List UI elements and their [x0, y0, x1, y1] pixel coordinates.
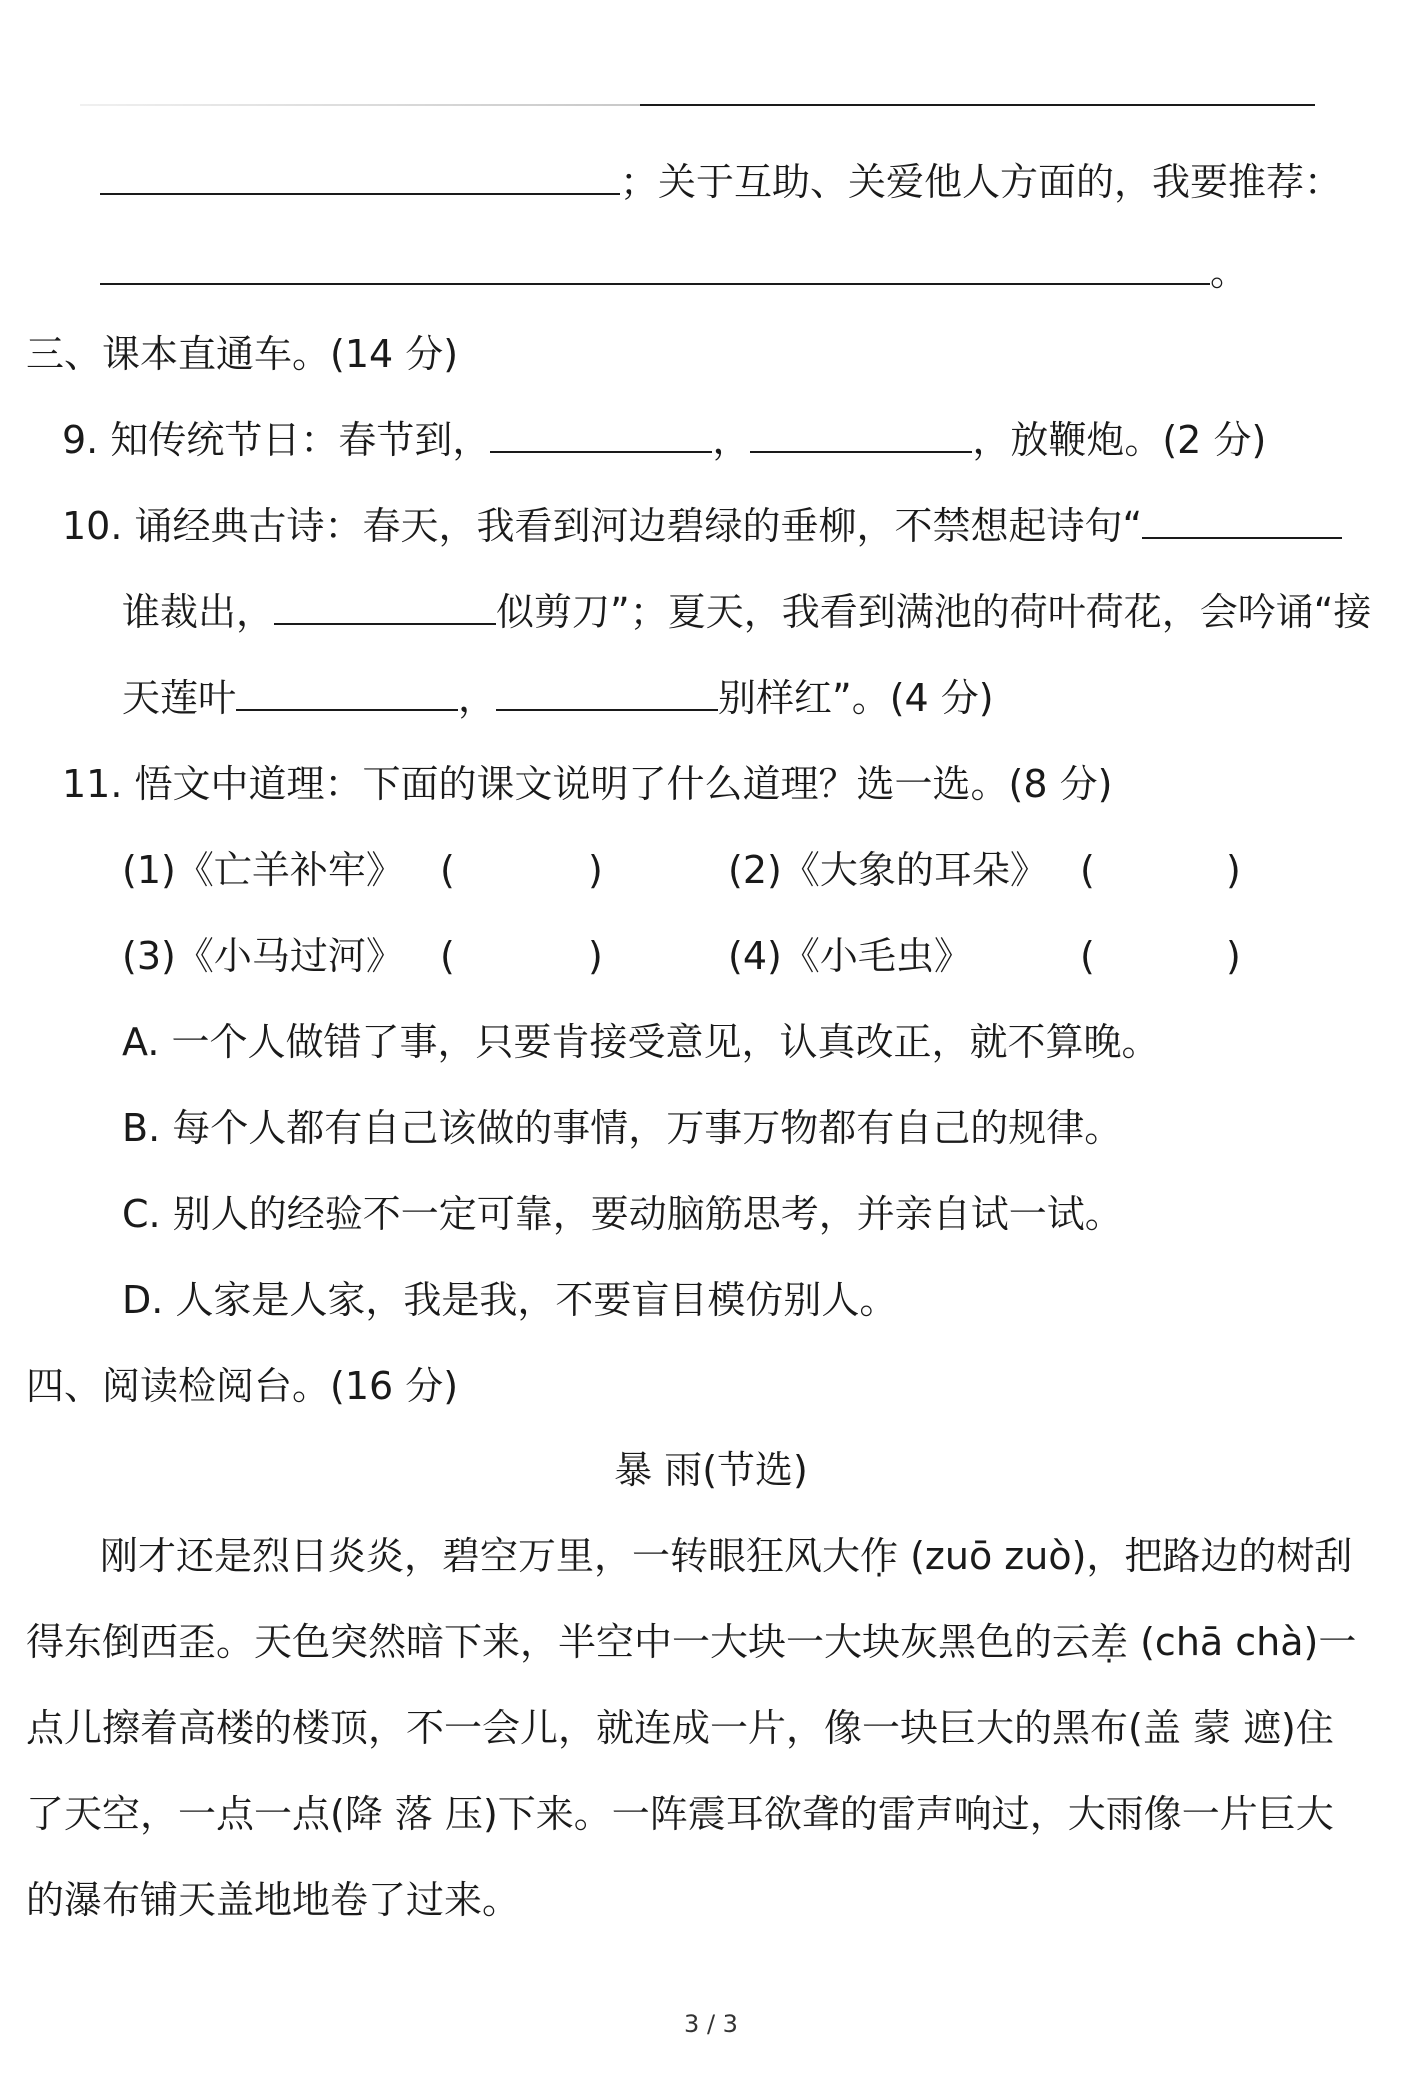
- answer-blank[interactable]: [750, 417, 972, 453]
- answer-line-top-right: [640, 104, 1315, 106]
- answer-blank[interactable]: [1142, 503, 1342, 539]
- answer-paren-3-close: ): [588, 934, 603, 978]
- q11-item-2: (2)《大象的耳朵》: [728, 848, 1048, 892]
- answer-paren-1-close: ): [588, 848, 603, 892]
- q11-option-b: B. 每个人都有自己该做的事情，万事万物都有自己的规律。: [122, 1106, 1123, 1150]
- q11-item-3: (3)《小马过河》: [122, 934, 404, 978]
- answer-blank[interactable]: [100, 159, 620, 195]
- q11-item-1: (1)《亡羊补牢》: [122, 848, 404, 892]
- answer-paren-1[interactable]: (: [440, 848, 455, 892]
- q11-option-c: C. 别人的经验不一定可靠，要动脑筋思考，并亲自试一试。: [122, 1192, 1123, 1236]
- answer-paren-3[interactable]: (: [440, 934, 455, 978]
- q9: 9. 知传统节日：春节到， ， ，放鞭炮。(2 分): [62, 418, 1267, 462]
- q10-line-2: 谁裁出， 似剪刀”；夏天，我看到满池的荷叶荷花，会吟诵“接: [122, 590, 1372, 634]
- q11-option-d: D. 人家是人家，我是我，不要盲目模仿别人。: [122, 1278, 898, 1322]
- answer-blank[interactable]: [274, 589, 496, 625]
- passage-line-2: 得东倒西歪。天色突然暗下来，半空中一大块一大块灰黑色的云差 (chā chà)一: [26, 1620, 1357, 1664]
- passage-title: 暴 雨(节选): [614, 1448, 808, 1492]
- q11-label: 11. 悟文中道理：下面的课文说明了什么道理？选一选。(8 分): [62, 762, 1113, 806]
- emphasis-char: 差: [1090, 1620, 1129, 1664]
- q10-line-3: 天莲叶 ， 别样红”。(4 分): [122, 676, 994, 720]
- section3-heading: 三、课本直通车。(14 分): [26, 332, 459, 376]
- continuation-line-2: 。: [100, 248, 1248, 296]
- answer-blank[interactable]: [490, 417, 712, 453]
- passage-line-1: 刚才还是烈日炎炎，碧空万里，一转眼狂风大作 (zuō zuò)，把路边的树刮: [100, 1534, 1353, 1578]
- emphasis-char: 作: [860, 1534, 899, 1578]
- answer-paren-2-close: ): [1226, 848, 1241, 892]
- page-number: 3 / 3: [684, 2010, 738, 2038]
- answer-paren-4[interactable]: (: [1080, 934, 1095, 978]
- q11-option-a: A. 一个人做错了事，只要肯接受意见，认真改正，就不算晚。: [122, 1020, 1160, 1064]
- passage-line-3: 点儿擦着高楼的楼顶，不一会儿，就连成一片，像一块巨大的黑布(盖 蒙 遮)住: [26, 1706, 1334, 1750]
- passage-line-4: 了天空，一点一点(降 落 压)下来。一阵震耳欲聋的雷声响过，大雨像一片巨大: [26, 1792, 1334, 1836]
- answer-line-top-left: [80, 104, 640, 106]
- answer-paren-4-close: ): [1226, 934, 1241, 978]
- continuation-line-1: ；关于互助、关爱他人方面的，我要推荐：: [100, 158, 1342, 206]
- q11-item-4: (4)《小毛虫》: [728, 934, 972, 978]
- answer-blank[interactable]: [236, 675, 458, 711]
- answer-blank[interactable]: [496, 675, 718, 711]
- answer-paren-2[interactable]: (: [1080, 848, 1095, 892]
- section4-heading: 四、阅读检阅台。(16 分): [26, 1364, 459, 1408]
- q10-line-1: 10. 诵经典古诗：春天，我看到河边碧绿的垂柳，不禁想起诗句“: [62, 502, 1342, 550]
- passage-line-5: 的瀑布铺天盖地地卷了过来。: [26, 1878, 521, 1922]
- answer-blank[interactable]: [100, 249, 1210, 285]
